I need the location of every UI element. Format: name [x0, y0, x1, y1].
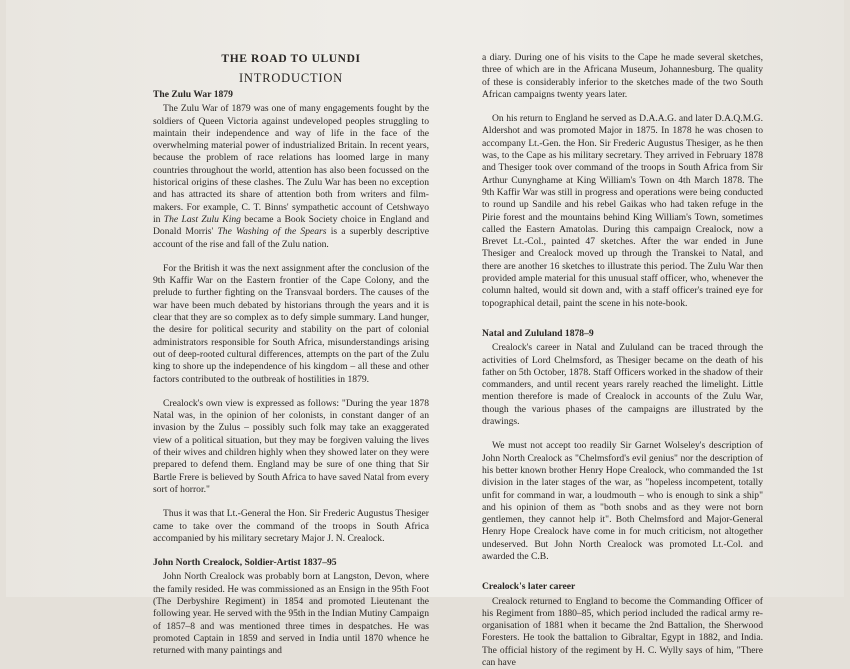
paragraph: Crealock's own view is expressed as follows: "During the year 1878 Natal was, in the opinion of her colonists, in constant danger of an invasion by the Zulus – possibly such folk may take an exaggerated view of a political situation, but they may be forgiven valuing the lives of their wives and children highly when they showed later on they were prepared to defend them. England may be sure of one thing that Sir Bartle Frere is believed by South Africa to have saved Natal from every sort of horror."	[153, 397, 429, 495]
text-span: is a superbly descriptive account of the rise and fall of the Zulu nation.	[153, 226, 429, 250]
paragraph: Thus it was that Lt.-General the Hon. Sir Frederic Augustus Thesiger came to take over the command of the troops in South Africa accompanied by his military secretary Major J. N. Crealock.	[153, 508, 429, 544]
paragraph: Crealock returned to England to become the Commanding Officer of his Regiment from 1880–85, which period included the radical army re-organisation of 1881 when it became the 2nd Battalion, the Sherwood Foresters. He took the battalion to Gibraltar, Egypt in 1882, and India. The official history of the regiment by H. C. Wylly says of him, "There can have	[482, 595, 763, 669]
section-heading-later-career: Crealock's later career	[482, 581, 576, 593]
paragraph	[153, 103, 429, 251]
page-subtitle: INTRODUCTION	[238, 71, 344, 85]
paragraph: Crealock's career in Natal and Zululand can be traced through the activities of Lord Chelmsford, as Thesiger became on the death of his father on 5th October, 1878. Staff Officers worked in the shadow of their commanders, and until recent years rarely reached the limelight. Little mention therefore is made of Crealock in accounts of the Zulu War, though the various phases of the campaigns are illustrated by the drawings.	[482, 342, 763, 428]
book-title: The Washing of the Spears	[217, 226, 327, 238]
section-heading-crealock: John North Crealock, Soldier-Artist 1837–95	[153, 557, 337, 569]
paragraph: On his return to England he served as D.A.A.G. and later D.A.Q.M.G. Aldershot and was promoted Major in 1875. In 1878 he was chosen to accompany Lt.-Gen. the Hon. Sir Frederic Augustus Thesiger, as he then was, to the Cape as his military secretary. They arrived in February 1878 and Thesiger took over command of the troops in South Africa from Sir Arthur Cunynghame at King William's Town on 4th March 1878. The 9th Kaffir War was still in progress and operations were being conducted to round up Sandile and his rebel Gaikas who had taken refuge in the Pirie forest and the mountains behind King William's Town, sometimes called the Eastern Amatolas. During this campaign Crealock, now a Brevet Lt.-Col., painted 47 sketches. After the war ended in June Thesiger and Crealock moved up through the Transkei to Natal, and there are another 16 sketches to illustrate this period. The Zulu War then provided ample material for this unusual staff officer, who, whenever the column halted, would sit down and, with a staff officer's trained eye for topographical detail, paint the scene in his note-book.	[482, 113, 763, 309]
text-span: The Zulu War of 1879 was one of many engagements fought by the soldiers of Queen Victoria against undeveloped peoples struggling to maintain their independence and way of life in the face of the overwhelming material power of industrialized Britain. In recent years, because the problem of race relations has loomed large in many countries throughout the world, attention has also been focussed on the historical origins of these clashes. The Zulu War has been no exception and has attracted its share of attention both from writers and film-makers. For example, C. T. Binns' sympathetic account of Cetshwayo in	[153, 103, 429, 225]
section-heading-natal: Natal and Zululand 1878–9	[482, 327, 594, 339]
left-column	[153, 89, 429, 657]
text-span: became a Book Society choice in England and Donald Morris'	[153, 213, 429, 238]
paragraph: We must not accept too readily Sir Garnet Wolseley's description of John North Crealock as "Chelmsford's evil genius" nor the description of his better known brother Henry Hope Crealock, who commanded the 1st division in the later stages of the war, as "hopeless incompetent, totally unfit for command in war, a loudmouth – who is enough to sink a ship" and his opinion of them as "both snobs and as they were not born gentlemen, they cannot help it". Both Chelmsford and Major-General Henry Hope Crealock have come in for much criticism, not altogether undeserved. But John North Crealock was promoted Lt.-Col. and awarded the C.B.	[482, 440, 763, 562]
paragraph: a diary. During one of his visits to the Cape he made several sketches, three of which are in the Africana Museum, Johannesburg. The quality of these is considerably inferior to the sketches made of the two South African campaigns twenty years later.	[482, 52, 763, 100]
book-title: The Last Zulu King	[163, 213, 241, 225]
page-title: THE ROAD TO ULUNDI	[221, 53, 361, 65]
paragraph: John North Crealock was probably born at Langston, Devon, where the family resided. He was commissioned as an Ensign in the 95th Foot (The Derbyshire Regiment) in 1854 and promoted Lieutenant the following year. He served with the 95th in the Indian Mutiny Campaign of 1857–8 and was mentioned three times in despatches. He was promoted Captain in 1859 and served in India until 1870 whence he returned with many paintings and	[153, 571, 429, 657]
paragraph: For the British it was the next assignment after the conclusion of the 9th Kaffir War on the Eastern frontier of the Cape Colony, and the prelude to further fighting on the Transvaal borders. The causes of the war have been much debated by historians through the years and it is clear that they are so complex as to defy simple summary. Land hunger, the desire for political security and stability on the part of colonial administrators responsible for South Africa, misunderstandings arising out of deep-rooted cultural differences, attempts on the part of the Zulu king to shore up the independence of his kingdom – all these and other factors contributed to the outbreak of hostilities in 1879.	[153, 262, 429, 385]
section-heading-zulu-war: The Zulu War 1879	[153, 89, 233, 100]
right-column	[482, 52, 763, 669]
book-page	[6, 0, 844, 669]
